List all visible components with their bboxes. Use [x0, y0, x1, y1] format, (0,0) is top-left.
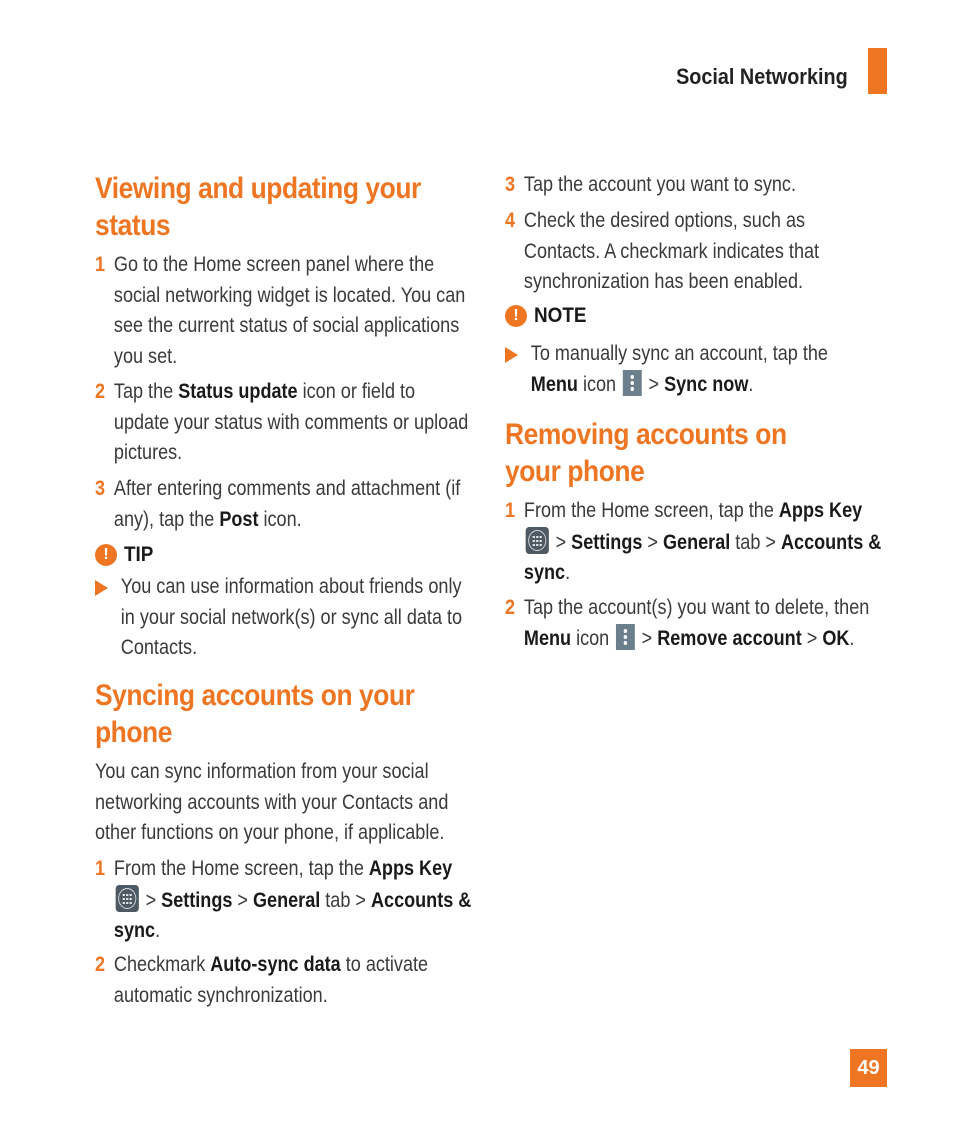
- step-number: 1: [505, 499, 516, 522]
- step-text: Tap the account you want to sync.: [523, 173, 796, 196]
- exclamation-icon: !: [505, 305, 527, 327]
- step-number: 1: [95, 857, 106, 880]
- exclamation-icon: !: [95, 544, 117, 566]
- apps-key-icon: [116, 885, 139, 912]
- step-number: 1: [95, 253, 106, 276]
- step-3-tap-post: [95, 474, 537, 535]
- step-number: 4: [505, 209, 516, 232]
- step-text: Tap the account(s) you want to delete, then Menu icon > Remove account > OK.: [523, 596, 870, 650]
- sync-intro: You can sync information from your social networking accounts with your Contacts and other functions on your phone, if applicable.: [95, 760, 449, 844]
- step-text: From the Home screen, tap the Apps Key > Settings > General tab > Accounts & sync.: [113, 857, 472, 942]
- apps-key-icon: [526, 527, 549, 554]
- step-2-checkmark-auto-sync: [95, 950, 537, 1011]
- menu-icon: [616, 624, 635, 650]
- step-1-open-accounts-sync: [95, 854, 537, 947]
- heading-syncing-accounts: Syncing accounts on your phone: [95, 679, 415, 749]
- step-number: 2: [505, 596, 516, 619]
- step-2-tap-status: [95, 377, 537, 469]
- term-post: Post: [219, 507, 259, 531]
- step-number: 2: [95, 953, 106, 976]
- term-status-update: Status update: [178, 380, 298, 403]
- step-1-open-accounts-sync-remove: [505, 496, 947, 589]
- heading-viewing-status: Viewing and updating your status: [95, 172, 421, 242]
- step-text: Check the desired options, such as Contacts. A checkmark indicates that synchronization has been enabled.: [523, 209, 820, 293]
- section-marker: [868, 48, 887, 94]
- step-text: Tap the Status update icon or field to update your status with comments or upload pictures.: [113, 380, 469, 464]
- section-title: Social Networking: [676, 64, 848, 89]
- note-label: ! NOTE: [505, 304, 592, 328]
- note-text: To manually sync an account, tap the Menu icon > Sync now.: [505, 339, 935, 400]
- step-2-remove-account: [505, 593, 947, 654]
- step-4-check-options: [505, 206, 947, 298]
- menu-icon: [623, 370, 642, 396]
- step-text: Go to the Home screen panel where the social networking widget is located. You can see the current status of social applications you set.: [113, 253, 466, 368]
- heading-removing-accounts: Removing accounts on your phone: [505, 418, 787, 488]
- step-number: 2: [95, 380, 106, 403]
- step-3-tap-account: [505, 170, 947, 201]
- step-text: Checkmark Auto-sync data to activate automatic synchronization.: [113, 953, 429, 1007]
- step-text: From the Home screen, tap the Apps Key > Settings > General tab > Accounts & sync.: [523, 499, 882, 584]
- step-number: 3: [95, 477, 106, 500]
- tip-text: You can use information about friends only in your social network(s) or sync all data to Contacts.: [95, 572, 525, 664]
- term-auto-sync-data: Auto-sync data: [210, 953, 341, 976]
- page-number: 49: [850, 1049, 887, 1087]
- step-1-go-home: [95, 250, 537, 372]
- step-number: 3: [505, 173, 516, 196]
- tip-label: ! TIP: [95, 543, 157, 567]
- step-text: After entering comments and attachment (if any), tap the Post icon.: [113, 477, 461, 531]
